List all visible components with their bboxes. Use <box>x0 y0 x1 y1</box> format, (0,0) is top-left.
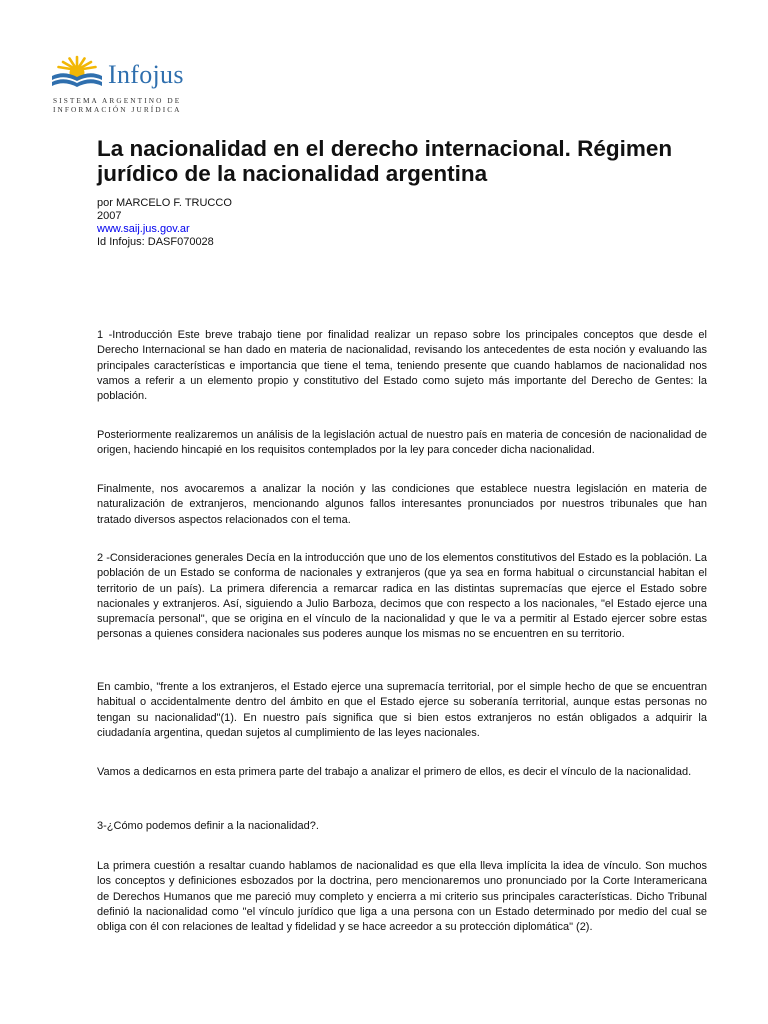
document-meta <box>97 197 232 249</box>
sun-over-book-icon <box>50 54 104 92</box>
source-link[interactable]: www.saij.jus.gov.ar <box>97 222 190 235</box>
year-line: 2007 <box>97 209 122 222</box>
paragraph-en-cambio: En cambio, "frente a los extranjeros, el Estado ejerce una supremacía territorial, por el simple hecho de que se encuentran habitual o accidentalmente dentro del ámbito en que el Estado ejerce su soberanía territorial, aunque estas personas no tengan su nacionalidad"(1). En nuestro país significa que si bien estos extranjeros no están obligados a adquirir la ciudadanía argentina, quedan sujetos al cumplimiento de las leyes nacionales. <box>97 681 707 739</box>
paragraph-finalmente: Finalmente, nos avocaremos a analizar la noción y las condiciones que establece nuestra legislación en materia de naturalización de extranjeros, mencionando algunos fallos interesantes pronunciados por nuestros tribunales que han tratado diversos aspectos relacionados con el tema. <box>97 483 707 526</box>
paragraph-introduccion: 1 -Introducción Este breve trabajo tiene por finalidad realizar un repaso sobre los principales conceptos que desde el Derecho Internacional se han dado en materia de nacionalidad, revisando los antecedentes de esta noción y evaluando las principales características e importancia que tiene el tema, teniendo presente que cuando hablamos de nacionalidad nos vamos a referir a un elemento propio y constitutivo del Estado como sujeto más importante del Derecho de Gentes: la población. <box>97 329 707 403</box>
paragraph-primera-cuestion: La primera cuestión a resaltar cuando hablamos de nacionalidad es que ella lleva implícita la idea de vínculo. Son muchos los conceptos y definiciones esbozados por la doctrina, pero mencionaremos uno pronunciado por la Corte Interamericana de Derechos Humanos que me pareció muy completo y encierra a mi criterio sus principales características. Dicho Tribunal definió la nacionalidad como "el vínculo jurídico que liga a una persona con un Estado determinado por medio del cual se obliga con él con relaciones de lealtad y fidelidad y se hace acreedor a su protección diplomática" (2). <box>97 860 707 934</box>
infojus-logo <box>50 50 200 120</box>
logo-subtitle-line2: INFORMACIÓN JURÍDICA <box>53 105 182 114</box>
author-line: por MARCELO F. TRUCCO <box>97 197 232 209</box>
paragraph-vamos: Vamos a dedicarnos en esta primera parte del trabajo a analizar el primero de ellos, es decir el vínculo de la nacionalidad. <box>97 766 692 778</box>
document-id: Id Infojus: DASF070028 <box>97 235 214 248</box>
paragraph-consideraciones: 2 -Consideraciones generales Decía en la introducción que uno de los elementos constitutivos del Estado es la población. La población de un Estado se conforma de nacionales y extranjeros (que ya sea en forma habitual o circunstancial habitan el territorio de un país). La primera diferencia a remarcar radica en las distintas supremacías que ejerce el Estado sobre nacionales y extranjeros. Así, siguiendo a Julio Barboza, decimos que con respecto a los nacionales, "el Estado ejerce una supremacía personal", que se origina en el vínculo de la nacionalidad y que le va a permitir al Estado ejercer sobre estas personas a quienes considera nacionales sus poderes aunque los mismas no se encuentren en su territorio. <box>97 552 707 641</box>
paragraph-posteriormente: Posteriormente realizaremos un análisis de la legislación actual de nuestro país en materia de concesión de nacionalidad de origen, haciendo hincapié en los requisitos contemplados por la ley para conceder dicha nacionalidad. <box>97 429 707 457</box>
document-title: La nacionalidad en el derecho internacional. Régimen jurídico de la nacionalidad argentina <box>97 136 673 186</box>
logo-wordmark: Infojus <box>108 60 184 89</box>
logo-subtitle-line1: SISTEMA ARGENTINO DE <box>53 96 182 105</box>
section-heading-3: 3-¿Cómo podemos definir a la nacionalidad?. <box>97 820 319 832</box>
